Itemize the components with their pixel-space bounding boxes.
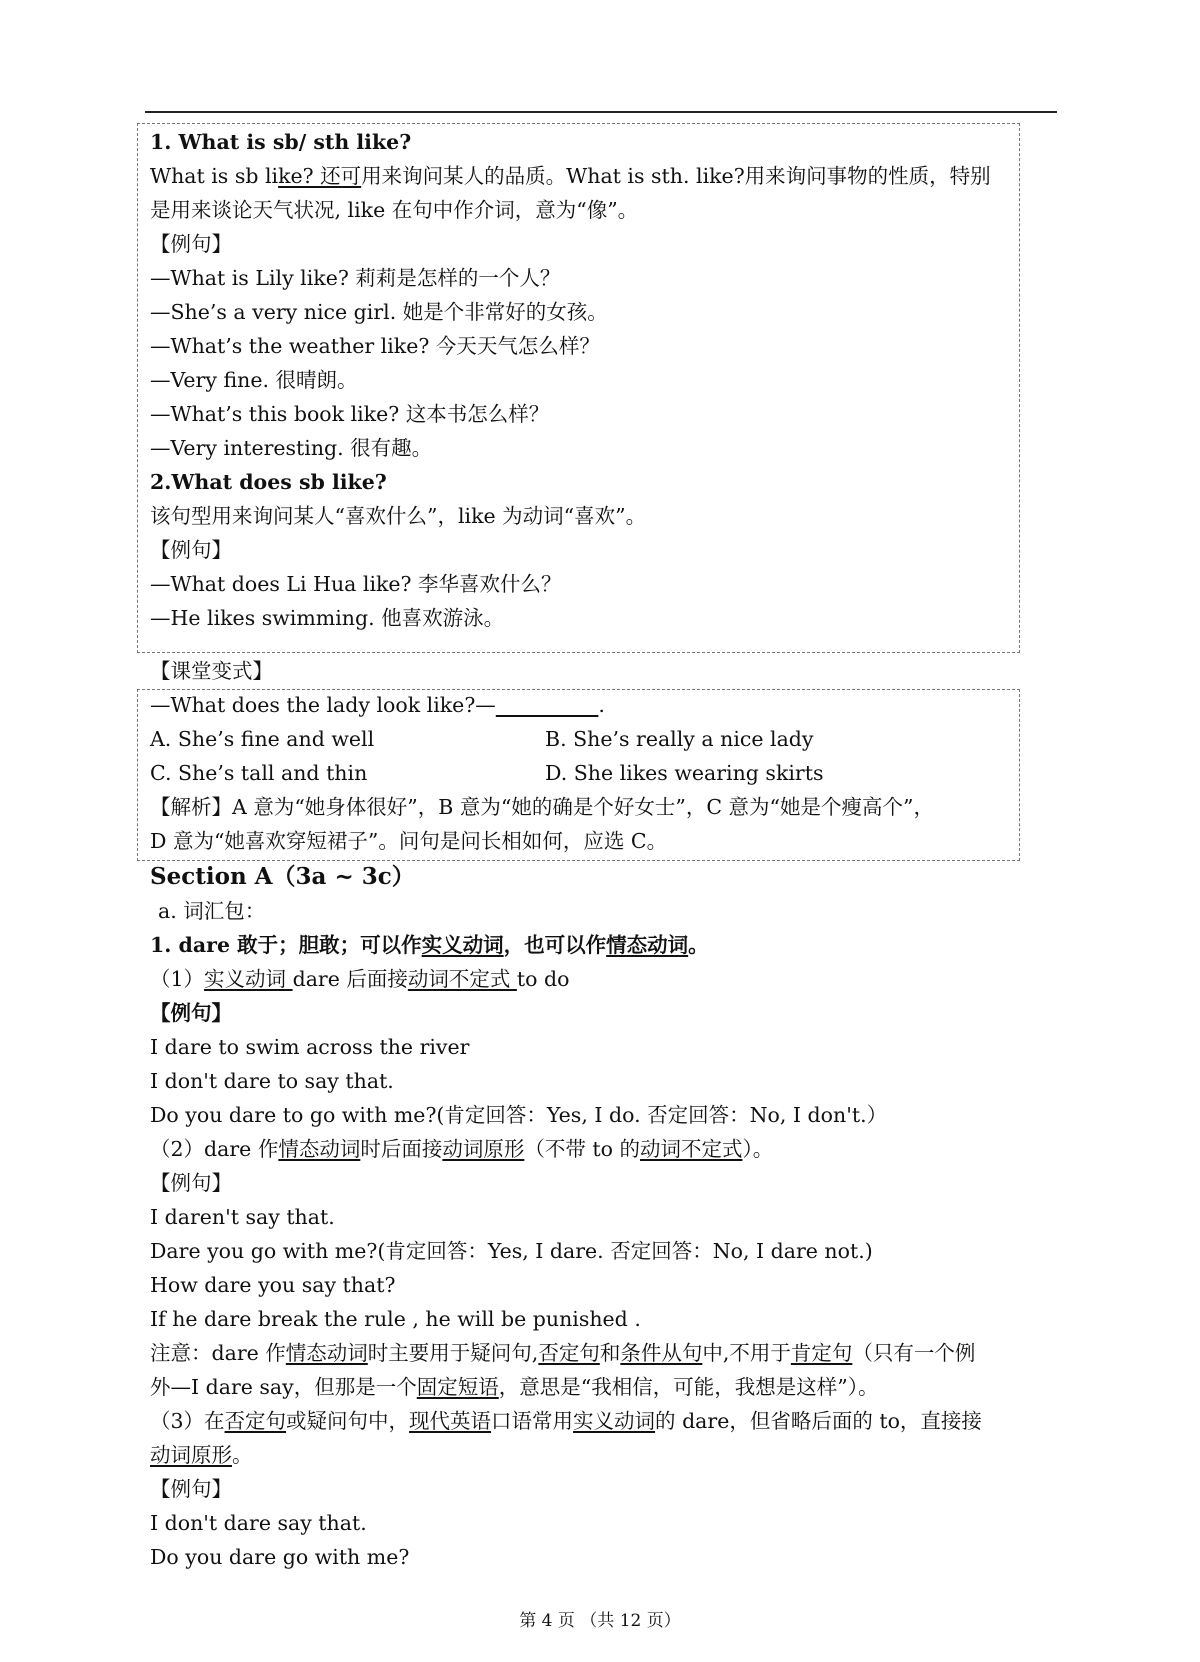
point-3: （3）在否定句或疑问句中，现代英语口语常用实义动词的 dare，但省略后面的 to，直接接 <box>150 1409 982 1433</box>
paragraph-what-does-like: 该句型用来询问某人“喜欢什么”，like 为动词“喜欢”。 <box>150 504 647 528</box>
variant-label: 【课堂变式】 <box>150 659 273 683</box>
option-a: A. She’s fine and well <box>150 727 375 751</box>
example-line: If he dare break the rule , he will be punished . <box>150 1307 641 1331</box>
point-2: （2）dare 作情态动词时后面接动词原形（不带 to 的动词不定式）。 <box>150 1137 774 1161</box>
example-label: 【例句】 <box>150 232 232 256</box>
example-line: —What’s the weather like? 今天天气怎么样？ <box>150 334 600 358</box>
example-line: Dare you go with me?(肯定回答：Yes, I dare. 否定回答：No, I dare not.) <box>150 1239 873 1263</box>
paragraph-what-is-like: What is sb like? 还可用来询问某人的品质。What is sth. like?用来询问事物的性质，特别 <box>150 164 991 188</box>
point-1: （1）实义动词 dare 后面接动词不定式 to do <box>150 967 570 991</box>
example-line: How dare you say that? <box>150 1273 396 1297</box>
heading-what-is-like: 1. What is sb/ sth like? <box>150 130 412 154</box>
analysis-line: 【解析】A 意为“她身体很好”，B 意为“她的确是个好女士”，C 意为“她是个瘦高个”， <box>150 795 934 819</box>
example-line: I don't dare to say that. <box>150 1069 394 1093</box>
example-line: I dare to swim across the river <box>150 1035 470 1059</box>
example-line: —What does Li Hua like? 李华喜欢什么？ <box>150 572 562 596</box>
option-d: D. She likes wearing skirts <box>545 761 824 785</box>
example-line: Do you dare go with me? <box>150 1545 410 1569</box>
note-line: 外—I dare say，但那是一个固定短语，意思是“我相信，可能，我想是这样”）。 <box>150 1375 879 1399</box>
example-line: —What’s this book like? 这本书怎么样？ <box>150 402 550 426</box>
example-line: —She’s a very nice girl. 她是个非常好的女孩。 <box>150 300 608 324</box>
example-label: 【例句】 <box>150 1171 232 1195</box>
example-label: 【例句】 <box>150 1477 232 1501</box>
example-line: I daren't say that. <box>150 1205 335 1229</box>
example-line: —What is Lily like? 莉莉是怎样的一个人？ <box>150 266 561 290</box>
example-label: 【例句】 <box>150 538 232 562</box>
example-line: —Very fine. 很晴朗。 <box>150 368 358 392</box>
example-line: I don't dare say that. <box>150 1511 367 1535</box>
dare-heading: 1. dare 敢于；胆敢；可以作实义动词，也可以作情态动词。 <box>150 933 709 957</box>
example-line: —Very interesting. 很有趣。 <box>150 436 433 460</box>
point-3-cont: 动词原形。 <box>150 1443 253 1467</box>
analysis-line: D 意为“她喜欢穿短裙子”。问句是问长相如何，应选 C。 <box>150 829 668 853</box>
variant-question: —What does the lady look like?—__________. <box>150 693 605 717</box>
example-line: Do you dare to go with me?(肯定回答：Yes, I do. 否定回答：No, I don't.） <box>150 1103 888 1127</box>
section-title: Section A（3a ~ 3c） <box>150 863 415 890</box>
example-line: —He likes swimming. 他喜欢游泳。 <box>150 606 505 630</box>
page-footer: 第 4 页 （共 12 页） <box>519 1611 681 1631</box>
header-rule <box>145 111 1057 113</box>
heading-what-does-like: 2.What does sb like? <box>150 470 387 494</box>
example-label: 【例句】 <box>150 1001 232 1025</box>
paragraph-what-is-like-cont: 是用来谈论天气状况, like 在句中作介词，意为“像”。 <box>150 198 639 222</box>
option-b: B. She’s really a nice lady <box>545 727 814 751</box>
note-line: 注意：dare 作情态动词时主要用于疑问句,否定句和条件从句中,不用于肯定句（只有一个例 <box>150 1341 976 1365</box>
option-c: C. She’s tall and thin <box>150 761 368 785</box>
vocab-label: a. 词汇包： <box>158 899 266 923</box>
